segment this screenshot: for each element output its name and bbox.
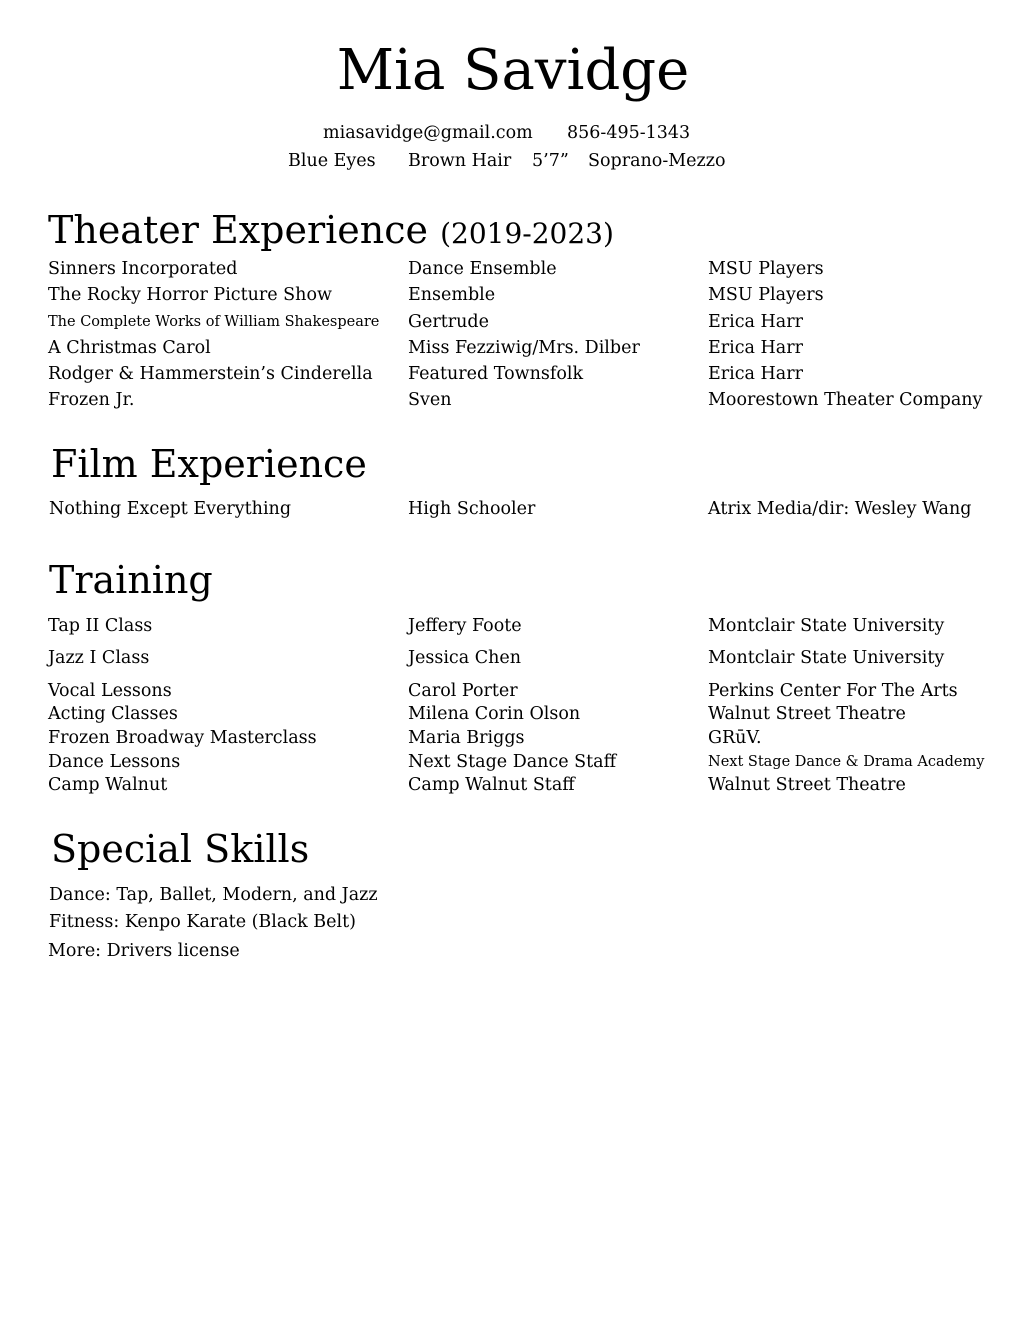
training-teacher: Jeffery Foote <box>408 616 522 636</box>
training-course: Tap II Class <box>48 616 153 636</box>
resume-name: Mia Savidge <box>336 38 690 103</box>
hair-color: Brown Hair <box>408 151 512 171</box>
theater-company: Erica Harr <box>708 364 803 384</box>
theater-years: (2019-2023) <box>440 217 614 250</box>
eye-color: Blue Eyes <box>288 151 376 171</box>
skill-item: Fitness: Kenpo Karate (Black Belt) <box>49 912 356 932</box>
training-place: Walnut Street Theatre <box>708 704 906 724</box>
skill-item: Dance: Tap, Ballet, Modern, and Jazz <box>49 885 378 905</box>
theater-show: Rodger & Hammerstein’s Cinderella <box>48 364 373 384</box>
theater-show: The Rocky Horror Picture Show <box>48 285 332 305</box>
training-course: Camp Walnut <box>48 775 168 795</box>
theater-show: Sinners Incorporated <box>48 259 238 279</box>
training-course: Jazz I Class <box>48 648 150 668</box>
theater-show: The Complete Works of William Shakespeare <box>48 314 380 330</box>
voice-type: Soprano-Mezzo <box>588 151 726 171</box>
training-place: Walnut Street Theatre <box>708 775 906 795</box>
training-teacher: Jessica Chen <box>408 648 522 668</box>
training-place: Perkins Center For The Arts <box>708 681 958 701</box>
phone: 856-495-1343 <box>567 123 691 143</box>
training-teacher: Milena Corin Olson <box>408 704 581 724</box>
training-place: Montclair State University <box>708 648 945 668</box>
training-place: Next Stage Dance & Drama Academy <box>708 754 985 770</box>
skills-heading: Special Skills <box>51 827 310 871</box>
film-company: Atrix Media/dir: Wesley Wang <box>708 499 972 519</box>
training-place: GRūV. <box>708 728 762 748</box>
training-teacher: Carol Porter <box>408 681 518 701</box>
email: miasavidge@gmail.com <box>323 123 533 143</box>
theater-role: Ensemble <box>408 285 496 305</box>
film-role: High Schooler <box>408 499 536 519</box>
theater-heading <box>48 208 614 256</box>
training-course: Vocal Lessons <box>48 681 172 701</box>
theater-company: MSU Players <box>708 259 824 279</box>
training-teacher: Next Stage Dance Staff <box>408 752 617 772</box>
theater-role: Sven <box>408 390 452 410</box>
theater-company: MSU Players <box>708 285 824 305</box>
theater-role: Miss Fezziwig/Mrs. Dilber <box>408 338 640 358</box>
training-course: Frozen Broadway Masterclass <box>48 728 317 748</box>
theater-company: Erica Harr <box>708 312 803 332</box>
film-heading: Film Experience <box>51 442 367 486</box>
training-place: Montclair State University <box>708 616 945 636</box>
theater-title: Theater Experience <box>48 208 428 252</box>
training-course: Acting Classes <box>48 704 178 724</box>
theater-show: Frozen Jr. <box>48 390 135 410</box>
training-teacher: Camp Walnut Staff <box>408 775 575 795</box>
skill-item: More: Drivers license <box>48 941 240 961</box>
theater-company: Erica Harr <box>708 338 803 358</box>
theater-role: Featured Townsfolk <box>408 364 584 384</box>
theater-company: Moorestown Theater Company <box>708 390 983 410</box>
theater-role: Gertrude <box>408 312 489 332</box>
theater-role: Dance Ensemble <box>408 259 557 279</box>
training-teacher: Maria Briggs <box>408 728 525 748</box>
film-title: Nothing Except Everything <box>49 499 292 519</box>
height: 5’7” <box>532 151 569 171</box>
training-heading: Training <box>49 558 213 602</box>
training-course: Dance Lessons <box>48 752 181 772</box>
theater-show: A Christmas Carol <box>48 338 211 358</box>
